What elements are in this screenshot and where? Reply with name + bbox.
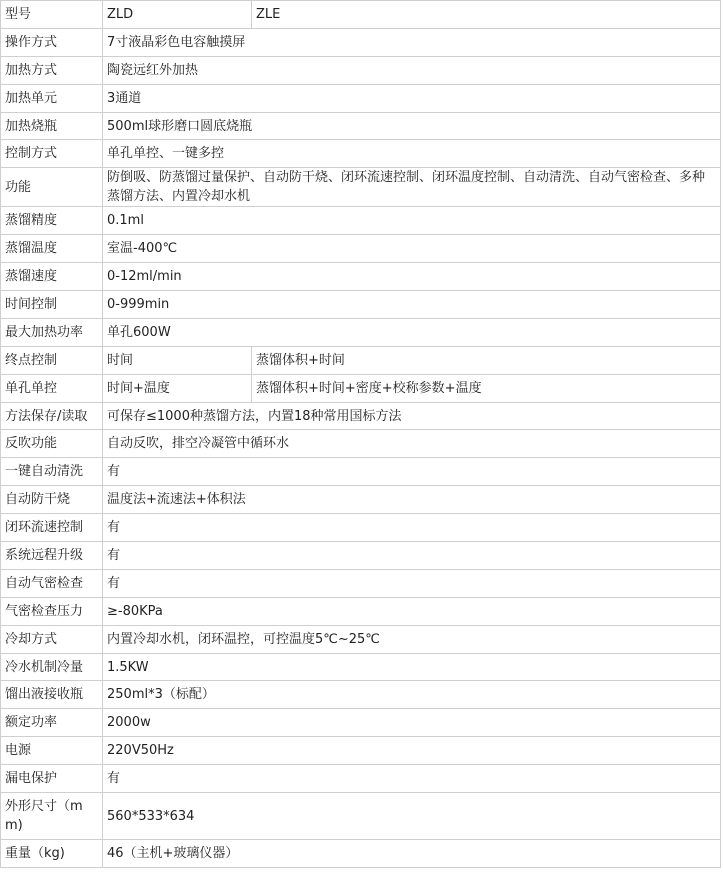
row-value: 有 bbox=[103, 765, 721, 793]
table-row bbox=[1, 709, 721, 737]
row-label: 自动气密检查 bbox=[1, 569, 103, 597]
row-value: 内置冷却水机，闭环温控，可控温度5℃~25℃ bbox=[103, 625, 721, 653]
row-label: 馏出液接收瓶 bbox=[1, 681, 103, 709]
row-label: 终点控制 bbox=[1, 346, 103, 374]
table-row bbox=[1, 681, 721, 709]
table-row bbox=[1, 28, 721, 56]
row-label: 电源 bbox=[1, 737, 103, 765]
table-row bbox=[1, 625, 721, 653]
row-label: 单孔单控 bbox=[1, 374, 103, 402]
row-value: 250ml*3（标配） bbox=[103, 681, 721, 709]
row-value: 时间+温度 bbox=[103, 374, 252, 402]
table-row bbox=[1, 765, 721, 793]
table-row bbox=[1, 840, 721, 868]
row-label: 系统远程升级 bbox=[1, 542, 103, 570]
row-value: 220V50Hz bbox=[103, 737, 721, 765]
row-label: 加热单元 bbox=[1, 84, 103, 112]
row-value: 0.1ml bbox=[103, 207, 721, 235]
row-label: 型号 bbox=[1, 1, 103, 29]
row-value: 有 bbox=[103, 458, 721, 486]
row-value: 单孔600W bbox=[103, 318, 721, 346]
row-value: 0-999min bbox=[103, 291, 721, 319]
table-row bbox=[1, 140, 721, 168]
row-label: 功能 bbox=[1, 168, 103, 207]
row-label: 蒸馏温度 bbox=[1, 235, 103, 263]
table-row bbox=[1, 112, 721, 140]
row-value: 2000w bbox=[103, 709, 721, 737]
row-value: 46（主机+玻璃仪器） bbox=[103, 840, 721, 868]
row-value: 室温-400℃ bbox=[103, 235, 721, 263]
row-value: 有 bbox=[103, 569, 721, 597]
row-label: 控制方式 bbox=[1, 140, 103, 168]
table-row bbox=[1, 263, 721, 291]
row-label: 冷却方式 bbox=[1, 625, 103, 653]
row-value: 3通道 bbox=[103, 84, 721, 112]
row-label: 蒸馏速度 bbox=[1, 263, 103, 291]
table-row bbox=[1, 597, 721, 625]
row-value: 蒸馏体积+时间+密度+校称参数+温度 bbox=[252, 374, 721, 402]
table-row bbox=[1, 542, 721, 570]
row-value: ZLD bbox=[103, 1, 252, 29]
row-value: 陶瓷远红外加热 bbox=[103, 56, 721, 84]
table-row bbox=[1, 402, 721, 430]
table-row bbox=[1, 235, 721, 263]
table-row bbox=[1, 168, 721, 207]
table-row bbox=[1, 793, 721, 840]
row-label: 最大加热功率 bbox=[1, 318, 103, 346]
row-label: 一键自动清洗 bbox=[1, 458, 103, 486]
table-row bbox=[1, 318, 721, 346]
table-row bbox=[1, 514, 721, 542]
table-row bbox=[1, 1, 721, 29]
row-label: 蒸馏精度 bbox=[1, 207, 103, 235]
row-value: 单孔单控、一键多控 bbox=[103, 140, 721, 168]
row-value: ZLE bbox=[252, 1, 721, 29]
row-value: 可保存≤1000种蒸馏方法，内置18种常用国标方法 bbox=[103, 402, 721, 430]
row-value: 有 bbox=[103, 542, 721, 570]
table-row bbox=[1, 569, 721, 597]
row-label: 额定功率 bbox=[1, 709, 103, 737]
row-label: 气密检查压力 bbox=[1, 597, 103, 625]
row-value: ≥-80KPa bbox=[103, 597, 721, 625]
row-label: 加热方式 bbox=[1, 56, 103, 84]
table-row bbox=[1, 653, 721, 681]
row-value: 防倒吸、防蒸馏过量保护、自动防干烧、闭环流速控制、闭环温度控制、自动清洗、自动气密检查、多种蒸馏方法、内置冷却水机 bbox=[103, 168, 721, 207]
row-label: 时间控制 bbox=[1, 291, 103, 319]
row-label: 反吹功能 bbox=[1, 430, 103, 458]
table-row bbox=[1, 291, 721, 319]
row-label: 方法保存/读取 bbox=[1, 402, 103, 430]
row-label: 冷水机制冷量 bbox=[1, 653, 103, 681]
row-label: 闭环流速控制 bbox=[1, 514, 103, 542]
row-label: 漏电保护 bbox=[1, 765, 103, 793]
row-value: 有 bbox=[103, 514, 721, 542]
table-row bbox=[1, 84, 721, 112]
row-label: 外形尺寸（mm) bbox=[1, 793, 103, 840]
row-label: 重量（kg) bbox=[1, 840, 103, 868]
row-value: 时间 bbox=[103, 346, 252, 374]
table-row bbox=[1, 207, 721, 235]
row-label: 自动防干烧 bbox=[1, 486, 103, 514]
table-row bbox=[1, 737, 721, 765]
table-row bbox=[1, 486, 721, 514]
table-row bbox=[1, 56, 721, 84]
table-row bbox=[1, 430, 721, 458]
row-label: 加热烧瓶 bbox=[1, 112, 103, 140]
table-row bbox=[1, 346, 721, 374]
row-label: 操作方式 bbox=[1, 28, 103, 56]
row-value: 560*533*634 bbox=[103, 793, 721, 840]
row-value: 7寸液晶彩色电容触摸屏 bbox=[103, 28, 721, 56]
row-value: 自动反吹，排空冷凝管中循环水 bbox=[103, 430, 721, 458]
table-row bbox=[1, 374, 721, 402]
table-row bbox=[1, 458, 721, 486]
row-value: 温度法+流速法+体积法 bbox=[103, 486, 721, 514]
row-value: 0-12ml/min bbox=[103, 263, 721, 291]
row-value: 1.5KW bbox=[103, 653, 721, 681]
row-value: 蒸馏体积+时间 bbox=[252, 346, 721, 374]
row-value: 500ml球形磨口圆底烧瓶 bbox=[103, 112, 721, 140]
